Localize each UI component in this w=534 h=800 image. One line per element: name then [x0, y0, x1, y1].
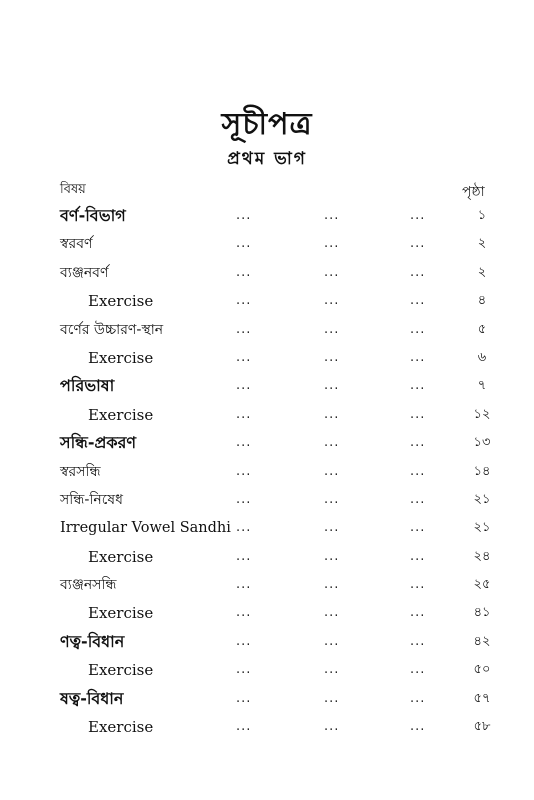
leader-dots: ...: [324, 264, 340, 280]
toc-entry-page-number: ২৫: [473, 577, 491, 593]
toc-entry-page-number: ৪২: [473, 633, 491, 649]
toc-entry-page-number: ৫: [477, 321, 487, 337]
toc-entry-subject: ষত্ব-বিধান: [60, 688, 124, 708]
toc-entry-page-number: ৫৮: [473, 719, 491, 735]
toc-entry-page-number: ৪১: [473, 605, 491, 621]
leader-dots: ...: [410, 633, 426, 649]
toc-entry-subject: ণত্ব-বিধান: [60, 631, 125, 651]
leader-dots: ...: [236, 577, 252, 593]
toc-entry-subject: পরিভাষা: [60, 376, 115, 396]
leader-dots: ...: [236, 406, 252, 422]
toc-entry-page-number: ১২: [473, 406, 491, 422]
leader-dots: ...: [410, 236, 426, 252]
toc-entry: [0, 344, 534, 372]
toc-entry: [0, 514, 534, 542]
toc-entry: [0, 599, 534, 627]
leader-dots: ...: [324, 378, 340, 394]
toc-entry: [0, 571, 534, 599]
toc-entry-page-number: ২: [477, 236, 487, 252]
leader-dots: ...: [410, 548, 426, 564]
toc-entry-page-number: ৪: [477, 293, 487, 309]
leader-dots: ...: [236, 378, 252, 394]
leader-dots: ...: [324, 236, 340, 252]
column-header-subject: বিষয়: [60, 182, 86, 197]
leader-dots: ...: [236, 605, 252, 621]
leader-dots: ...: [410, 321, 426, 337]
toc-entry-subject: ব্যঞ্জনবর্ণ: [60, 264, 109, 281]
leader-dots: ...: [410, 662, 426, 678]
toc-entry-subject: Exercise: [88, 547, 154, 566]
leader-dots: ...: [236, 236, 252, 252]
leader-dots: ...: [236, 435, 252, 451]
toc-list: [0, 202, 534, 741]
toc-entry-page-number: ৬: [477, 349, 487, 365]
toc-entry-page-number: ২১: [473, 520, 491, 536]
toc-entry-page-number: ৭: [477, 378, 487, 394]
toc-entry: [0, 429, 534, 457]
leader-dots: ...: [410, 605, 426, 621]
leader-dots: ...: [324, 548, 340, 564]
leader-dots: ...: [324, 662, 340, 678]
leader-dots: ...: [324, 719, 340, 735]
toc-entry: [0, 401, 534, 429]
leader-dots: ...: [324, 463, 340, 479]
toc-entry: [0, 372, 534, 400]
toc-entry: [0, 458, 534, 486]
leader-dots: ...: [410, 406, 426, 422]
leader-dots: ...: [410, 491, 426, 507]
toc-entry-subject: Exercise: [88, 661, 154, 680]
leader-dots: ...: [236, 633, 252, 649]
toc-entry: [0, 230, 534, 258]
toc-entry-subject: Irregular Vowel Sandhi: [60, 520, 231, 537]
leader-dots: ...: [410, 264, 426, 280]
toc-entry-subject: Exercise: [88, 718, 154, 737]
toc-entry-page-number: ২৪: [473, 548, 491, 564]
leader-dots: ...: [324, 349, 340, 365]
toc-entry-subject: বর্ণ-বিভাগ: [60, 206, 126, 225]
leader-dots: ...: [410, 463, 426, 479]
leader-dots: ...: [410, 520, 426, 536]
part-subtitle: প্রথম ভাগ: [227, 149, 307, 169]
toc-entry-subject: স্বরবর্ণ: [60, 236, 93, 253]
leader-dots: ...: [236, 690, 252, 706]
leader-dots: ...: [324, 605, 340, 621]
leader-dots: ...: [324, 208, 340, 223]
toc-entry-page-number: ৫০: [473, 662, 491, 678]
leader-dots: ...: [410, 293, 426, 309]
toc-entry-subject: Exercise: [88, 292, 154, 311]
toc-entry-subject: বর্ণের উচ্চারণ-স্থান: [60, 321, 164, 338]
toc-entry-page-number: ২: [477, 264, 487, 280]
leader-dots: ...: [410, 208, 426, 223]
toc-entry: [0, 713, 534, 741]
leader-dots: ...: [410, 690, 426, 706]
page-title: সূচীপত্র: [221, 107, 313, 142]
toc-entry-subject: স্বরসন্ধি: [60, 463, 101, 480]
leader-dots: ...: [236, 321, 252, 337]
toc-entry-page-number: ১: [477, 208, 487, 223]
leader-dots: ...: [324, 321, 340, 337]
leader-dots: ...: [236, 208, 252, 223]
column-header-page: পৃষ্ঠা: [462, 184, 485, 200]
toc-entry-subject: সন্ধি-প্রকরণ: [60, 433, 137, 453]
leader-dots: ...: [324, 293, 340, 309]
leader-dots: ...: [236, 349, 252, 365]
toc-entry: [0, 656, 534, 684]
toc-entry: [0, 628, 534, 656]
leader-dots: ...: [410, 577, 426, 593]
toc-entry-page-number: ৫৭: [473, 690, 491, 706]
leader-dots: ...: [236, 719, 252, 735]
toc-entry-subject: Exercise: [88, 604, 154, 623]
leader-dots: ...: [324, 520, 340, 536]
toc-entry-page-number: ১৩: [473, 435, 491, 451]
leader-dots: ...: [324, 690, 340, 706]
leader-dots: ...: [410, 378, 426, 394]
leader-dots: ...: [236, 662, 252, 678]
leader-dots: ...: [324, 435, 340, 451]
toc-entry: [0, 685, 534, 713]
leader-dots: ...: [236, 293, 252, 309]
leader-dots: ...: [324, 577, 340, 593]
leader-dots: ...: [410, 435, 426, 451]
leader-dots: ...: [236, 264, 252, 280]
toc-entry: [0, 316, 534, 344]
toc-entry: [0, 259, 534, 287]
toc-entry: [0, 287, 534, 315]
toc-entry: [0, 486, 534, 514]
leader-dots: ...: [236, 463, 252, 479]
toc-entry-page-number: ২১: [473, 491, 491, 507]
toc-entry-subject: সন্ধি-নিষেধ: [60, 491, 123, 508]
leader-dots: ...: [324, 633, 340, 649]
leader-dots: ...: [324, 491, 340, 507]
leader-dots: ...: [236, 520, 252, 536]
toc-entry: [0, 202, 534, 230]
toc-entry-subject: Exercise: [88, 348, 154, 367]
leader-dots: ...: [236, 491, 252, 507]
leader-dots: ...: [410, 349, 426, 365]
leader-dots: ...: [410, 719, 426, 735]
leader-dots: ...: [324, 406, 340, 422]
toc-entry-page-number: ১৪: [473, 463, 491, 479]
toc-entry-subject: ব্যঞ্জনসন্ধি: [60, 577, 117, 594]
toc-entry-subject: Exercise: [88, 405, 154, 424]
toc-entry: [0, 543, 534, 571]
leader-dots: ...: [236, 548, 252, 564]
